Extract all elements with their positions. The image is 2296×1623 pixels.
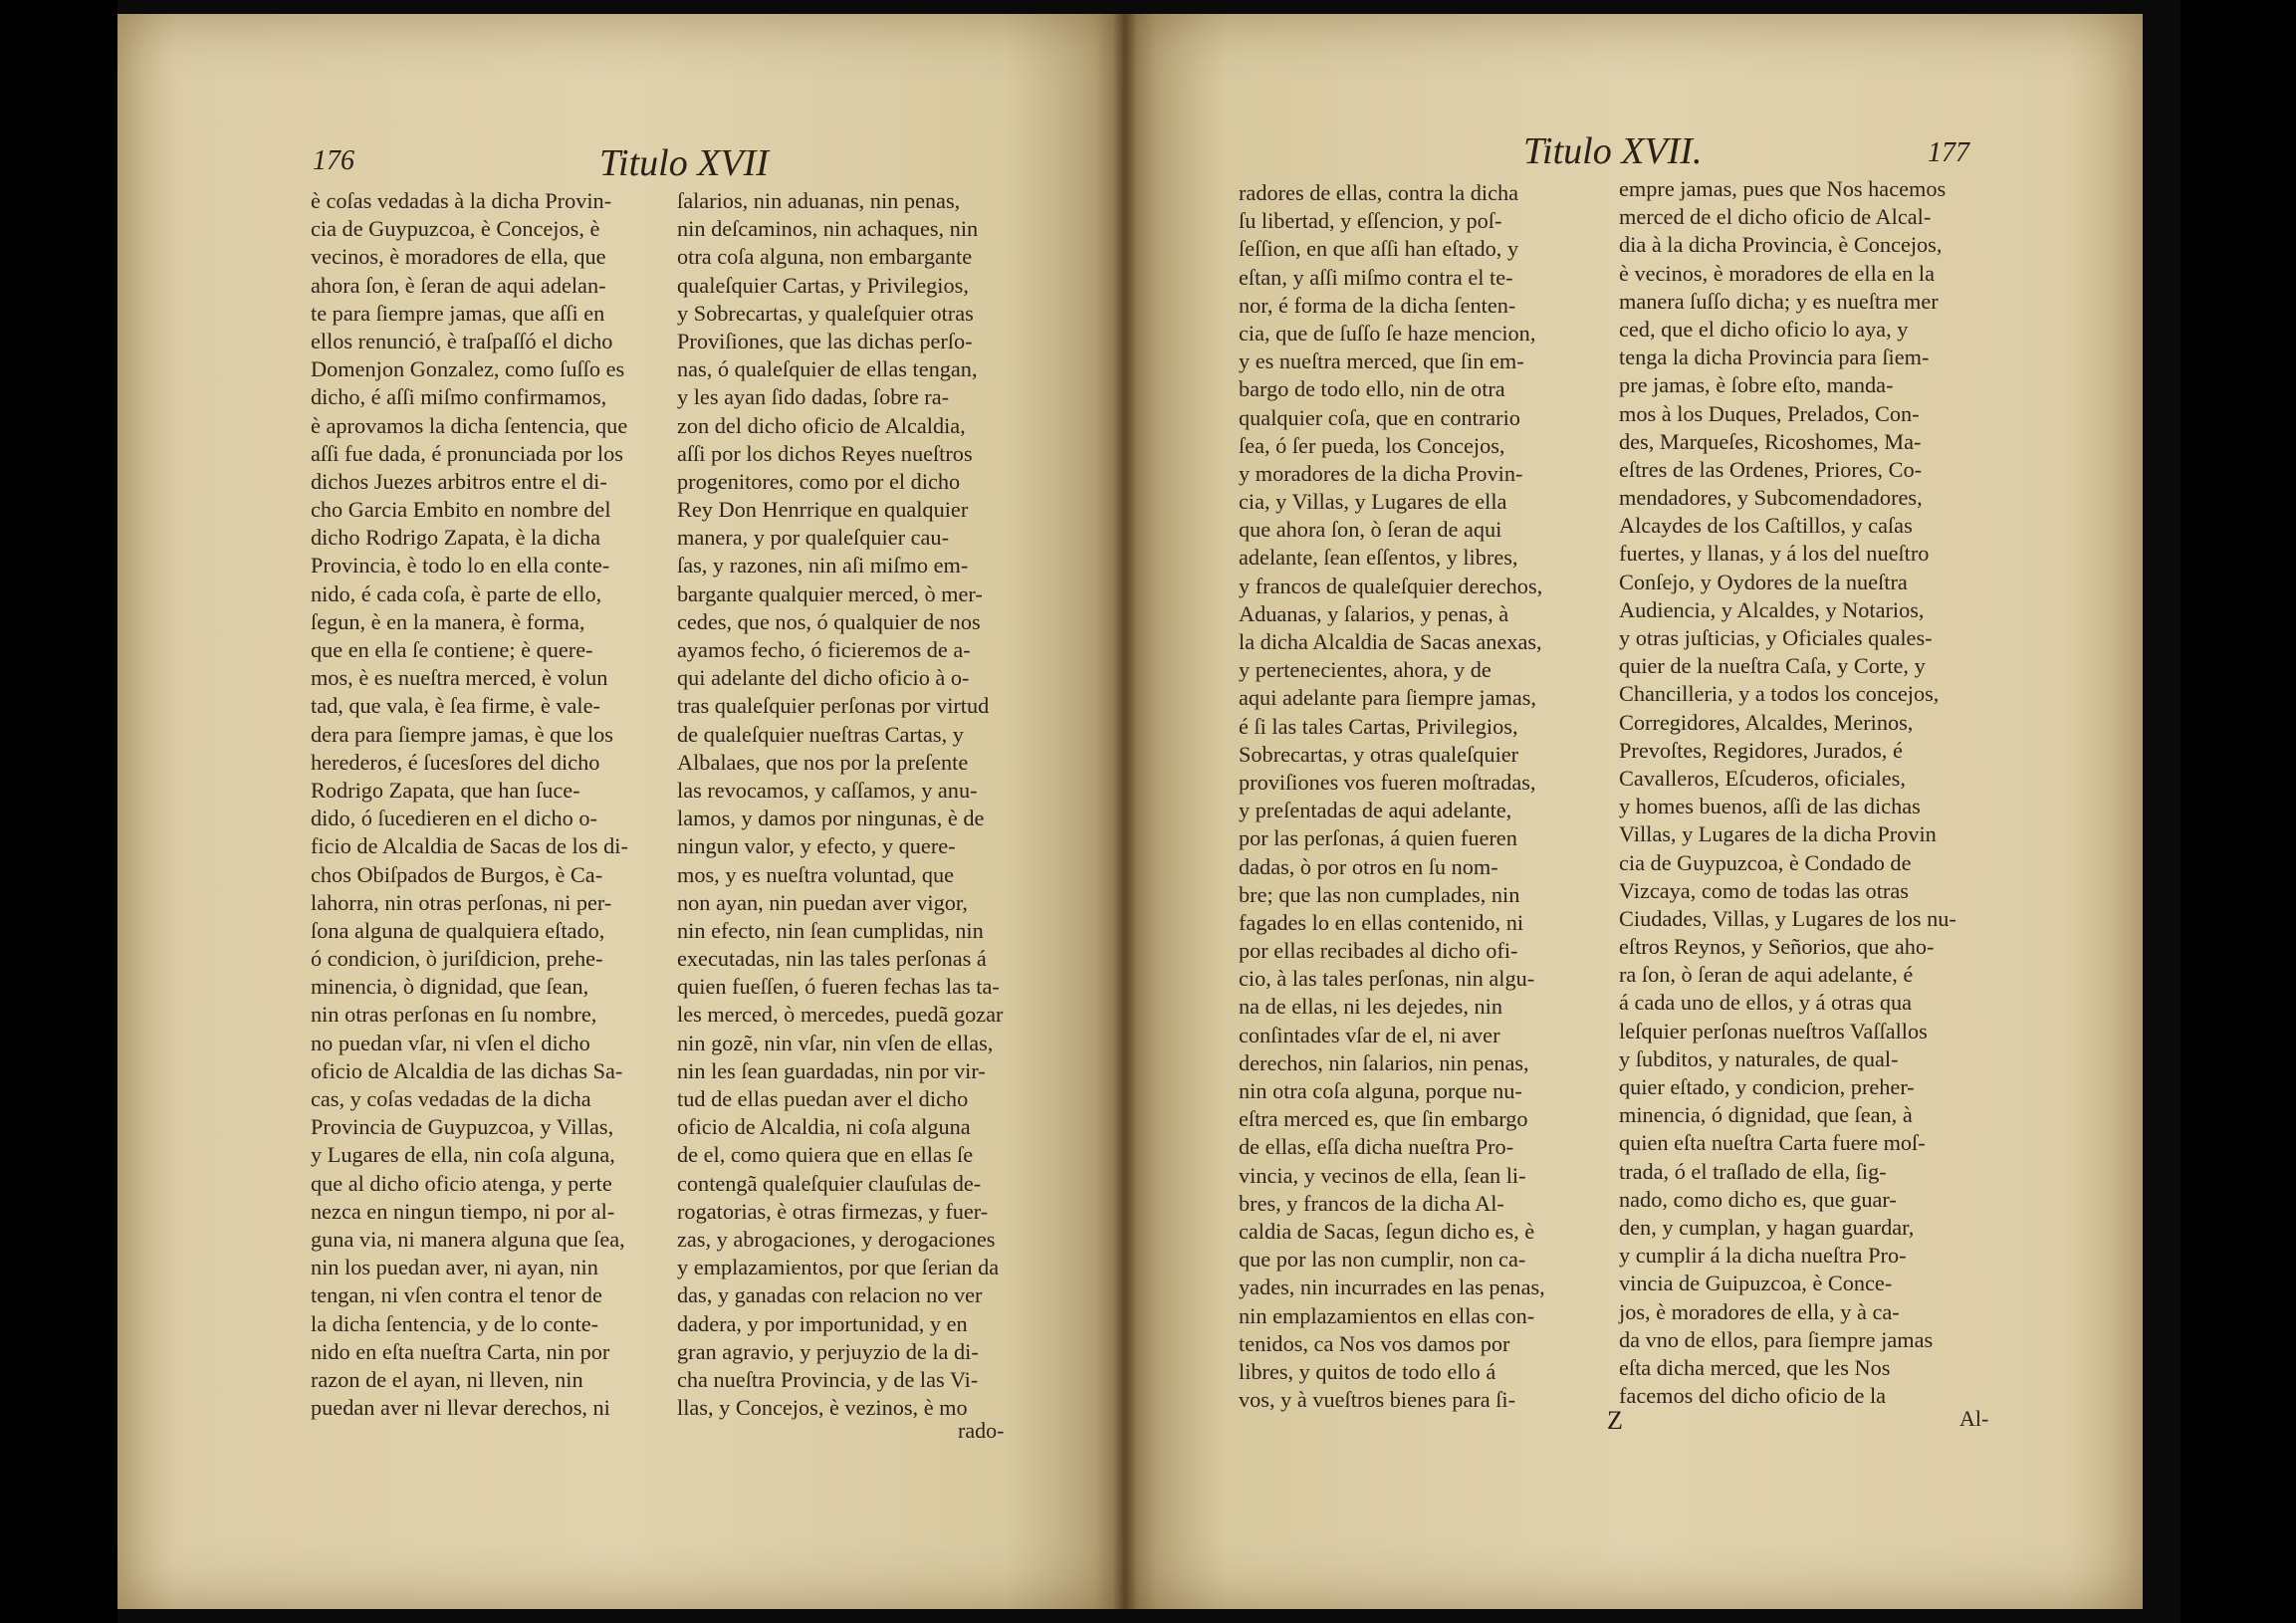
left-page — [117, 14, 1125, 1609]
text-line: dadera, y por importunidad, y en — [677, 1310, 968, 1336]
text-line: nin deſcaminos, nin achaques, nin — [677, 216, 979, 242]
text-line: ficio de Alcaldia de Sacas de los di- — [311, 833, 628, 859]
text-line: Villas, y Lugares de la dicha Provin — [1619, 821, 1937, 847]
text-line: dia à la dicha Provincia, è Concejos, — [1619, 232, 1943, 258]
text-line: ſegun, è en la manera, è forma, — [311, 608, 585, 634]
text-line: dicho Rodrigo Zapata, è la dicha — [311, 525, 600, 551]
text-line: ſalarios, nin aduanas, nin penas, — [677, 188, 961, 213]
text-line: guna via, ni manera alguna que ſea, — [311, 1226, 625, 1252]
text-line: yades, nin incurrades en las penas, — [1239, 1275, 1545, 1300]
text-line: Chancilleria, y a todos los concejos, — [1619, 681, 1940, 707]
text-line: oficio de Alcaldia, ni coſa alguna — [677, 1114, 971, 1140]
text-line: cha nueſtra Provincia, y de las Vi- — [677, 1366, 979, 1392]
text-line: por las perſonas, á quien fueren — [1239, 825, 1517, 851]
text-line: vincia de Guipuzcoa, è Conce- — [1619, 1271, 1893, 1296]
text-line: des, Marqueſes, Ricoshomes, Ma- — [1619, 428, 1922, 454]
text-line: nezca en ningun tiempo, ni por al- — [311, 1198, 615, 1224]
text-line: vincia, y vecinos de ella, ſean li- — [1239, 1162, 1526, 1188]
text-line: que en ella ſe contiene; è quere- — [311, 637, 593, 662]
left-column-2 — [677, 187, 1003, 1422]
text-line: Domenjon Gonzalez, como ſuſſo es — [311, 356, 625, 382]
text-line: cia de Guypuzcoa, è Condado de — [1619, 849, 1912, 875]
text-line: pre jamas, è ſobre eſto, manda- — [1619, 372, 1894, 398]
text-line: mos, y es nueſtra voluntad, que — [677, 861, 955, 887]
text-line: dadas, ò por otros en ſu nom- — [1239, 853, 1498, 879]
book-gutter — [1113, 14, 1137, 1609]
text-line: zon del dicho oficio de Alcaldia, — [677, 412, 966, 438]
text-line: eſta dicha merced, que les Nos — [1619, 1354, 1891, 1380]
text-line: y preſentadas de aqui adelante, — [1239, 798, 1512, 823]
text-line: nido, é cada coſa, è parte de ello, — [311, 580, 602, 606]
text-line: y moradores de la dicha Provin- — [1239, 460, 1523, 486]
text-line: zas, y abrogaciones, y derogaciones — [677, 1226, 996, 1252]
text-line: quien fueſſen, ó fueren fechas las ta- — [677, 974, 1000, 1000]
right-running-head: Titulo XVII. — [1523, 130, 1703, 172]
text-line: manera ſuſſo dicha; y es nueſtra mer — [1619, 288, 1939, 314]
text-line: jos, è moradores de ella, y à ca- — [1619, 1298, 1900, 1324]
text-line: y ſubditos, y naturales, de qual- — [1619, 1045, 1899, 1071]
text-line: Alcaydes de los Caſtillos, y caſas — [1619, 513, 1913, 539]
text-line: ſeſſion, en que aſſi han eſtado, y — [1239, 236, 1519, 262]
text-line: que por las non cumplir, non ca- — [1239, 1247, 1526, 1273]
text-line: Proviſiones, que las dichas perſo- — [677, 328, 973, 353]
text-line: nin otras perſonas en ſu nombre, — [311, 1002, 597, 1028]
text-line: cio, à las tales perſonas, nin algu- — [1239, 966, 1535, 992]
text-line: cia, que de ſuſſo ſe haze mencion, — [1239, 320, 1536, 346]
text-line: Provincia, è todo lo en ella conte- — [311, 553, 610, 579]
text-line: nin les ſean guardadas, nin por vir- — [677, 1057, 986, 1083]
text-line: bre; que las non cumplades, nin — [1239, 881, 1520, 907]
text-line: nado, como dicho es, que guar- — [1619, 1186, 1897, 1212]
text-line: á cada uno de ellos, y á otras qua — [1619, 990, 1913, 1016]
text-line: qualquier coſa, que en contrario — [1239, 404, 1520, 430]
text-line: proviſiones vos fueren moſtradas, — [1239, 769, 1536, 795]
text-line: bargante qualquier merced, ò mer- — [677, 580, 983, 606]
text-line: é ſi las tales Cartas, Privilegios, — [1239, 713, 1518, 739]
text-line: è coſas vedadas à la dicha Provin- — [311, 188, 612, 213]
left-running-head: Titulo XVII — [599, 142, 769, 184]
text-line: que al dicho oficio atenga, y perte — [311, 1170, 612, 1196]
text-line: minencia, ò dignidad, que ſean, — [311, 974, 589, 1000]
text-line: herederos, é ſucesſores del dicho — [311, 749, 600, 775]
text-line: ra ſon, ò ſeran de aqui adelante, é — [1619, 962, 1914, 988]
text-line: da vno de ellos, para ſiempre jamas — [1619, 1326, 1934, 1352]
text-line: ſona alguna de qualquiera eſtado, — [311, 917, 605, 943]
text-line: qualeſquier Cartas, y Privilegios, — [677, 272, 969, 298]
text-line: de qualeſquier nueſtras Cartas, y — [677, 721, 964, 747]
text-line: chos Obiſpados de Burgos, è Ca- — [311, 861, 603, 887]
text-line: tengan, ni vſen contra el tenor de — [311, 1282, 602, 1308]
text-line: Sobrecartas, y otras qualeſquier — [1239, 741, 1519, 767]
text-line: nor, é forma de la dicha ſenten- — [1239, 292, 1516, 318]
signature-mark: Z — [1607, 1406, 1623, 1435]
text-line: las revocamos, y caſſamos, y anu- — [677, 777, 978, 803]
text-line: fuertes, y llanas, y á los del nueſtro — [1619, 541, 1930, 567]
text-line: Provincia de Guypuzcoa, y Villas, — [311, 1114, 614, 1140]
text-line: tad, que vala, è ſea firme, è vale- — [311, 693, 600, 719]
right-page — [1125, 14, 2143, 1609]
text-line: Aduanas, y ſalarios, y penas, à — [1239, 600, 1509, 626]
text-line: derechos, nin ſalarios, nin penas, — [1239, 1049, 1529, 1075]
text-line: tud de ellas puedan aver el dicho — [677, 1086, 969, 1111]
text-line: Conſejo, y Oydores de la nueſtra — [1619, 569, 1908, 594]
text-line: fagades lo en ellas contenido, ni — [1239, 909, 1524, 935]
text-line: no puedan vſar, ni vſen el dicho — [311, 1030, 590, 1055]
text-line: ayamos fecho, ó ficieremos de a- — [677, 637, 971, 662]
text-line: Ciudades, Villas, y Lugares de los nu- — [1619, 905, 1956, 931]
text-line: ſea, ó ſer pueda, los Concejos, — [1239, 432, 1505, 458]
text-line: cia de Guypuzcoa, è Concejos, è — [311, 216, 600, 242]
text-line: tras qualeſquier perſonas por virtud — [677, 693, 990, 719]
text-line: y Sobrecartas, y qualeſquier otras — [677, 300, 974, 326]
text-line: nido en eſta nueſtra Carta, nin por — [311, 1338, 610, 1364]
text-line: les merced, ò mercedes, puedã gozar — [677, 1002, 1004, 1028]
text-line: oficio de Alcaldia de las dichas Sa- — [311, 1057, 623, 1083]
text-line: non ayan, nin puedan aver vigor, — [677, 889, 968, 915]
text-line: nin los puedan aver, ni ayan, nin — [311, 1255, 598, 1280]
text-line: Prevoſtes, Regidores, Jurados, é — [1619, 737, 1903, 763]
text-line: llas, y Concejos, è vezinos, è mo — [677, 1395, 968, 1421]
right-catchword: Al- — [1959, 1406, 1989, 1431]
text-line: das, y ganadas con relacion no ver — [677, 1282, 983, 1308]
text-line: bargo de todo ello, nin de otra — [1239, 376, 1505, 402]
text-line: dicho, é aſſi miſmo confirmamos, — [311, 384, 607, 410]
text-line: y les ayan ſido dadas, ſobre ra- — [677, 384, 950, 410]
text-line: è aprovamos la dicha ſentencia, que — [311, 412, 628, 438]
text-line: ahora ſon, è ſeran de aqui adelan- — [311, 272, 606, 298]
text-line: cia, y Villas, y Lugares de ella — [1239, 489, 1507, 515]
text-line: executadas, nin las tales perſonas á — [677, 946, 987, 972]
text-line: y otras juſticias, y Oficiales quales- — [1619, 625, 1933, 650]
text-line: dichos Juezes arbitros entre el di- — [311, 468, 607, 494]
text-line: bres, y francos de la dicha Al- — [1239, 1190, 1504, 1216]
text-line: eſtres de las Ordenes, Priores, Co- — [1619, 456, 1923, 482]
text-line: eſtan, y aſſi miſmo contra el te- — [1239, 264, 1513, 290]
text-line: quien eſta nueſtra Carta fuere moſ- — [1619, 1130, 1926, 1156]
right-folio: 177 — [1928, 137, 1969, 168]
text-line: y cumplir á la dicha nueſtra Pro- — [1619, 1243, 1907, 1269]
text-line: de ellas, eſſa dicha nueſtra Pro- — [1239, 1134, 1514, 1160]
text-line: contengã qualeſquier clauſulas de- — [677, 1170, 982, 1196]
text-line: aqui adelante para ſiempre jamas, — [1239, 685, 1537, 711]
text-line: de el, como quiera que en ellas ſe — [677, 1142, 974, 1168]
text-line: nin efecto, nin ſean cumplidas, nin — [677, 917, 984, 943]
text-line: cedes, que nos, ó qualquier de nos — [677, 608, 981, 634]
text-line: quier eſtado, y condicion, preher- — [1619, 1074, 1915, 1099]
text-line: razon de el ayan, ni lleven, nin — [311, 1366, 583, 1392]
text-line: lamos, y damos por ningunas, è de — [677, 806, 985, 831]
text-line: gran agravio, y perjuyzio de la di- — [677, 1338, 979, 1364]
text-line: libres, y quitos de todo ello á — [1239, 1358, 1496, 1384]
text-line: y es nueſtra merced, que ſin em- — [1239, 348, 1524, 374]
text-line: manera, y por qualeſquier cau- — [677, 525, 950, 551]
text-line: eſtra merced es, que ſin embargo — [1239, 1106, 1528, 1132]
text-line: y pertenecientes, ahora, y de — [1239, 657, 1492, 683]
text-line: la dicha Alcaldia de Sacas anexas, — [1239, 629, 1542, 654]
text-line: rogatorias, è otras firmezas, y fuer- — [677, 1198, 989, 1224]
text-line: vecinos, è moradores de ella, que — [311, 244, 606, 270]
text-line: conſintades vſar de el, ni aver — [1239, 1022, 1500, 1047]
text-line: ó condicion, ò juriſdicion, prehe- — [311, 946, 603, 972]
text-line: mendadores, y Subcomendadores, — [1619, 485, 1923, 511]
text-line: aſſi por los dichos Reyes nueſtros — [677, 440, 973, 466]
text-line: mos, è es nueſtra merced, è volun — [311, 665, 608, 691]
text-line: facemos del dicho oficio de la — [1619, 1383, 1887, 1409]
text-line: eſtros Reynos, y Señorios, que aho- — [1619, 934, 1935, 960]
text-line: caldia de Sacas, ſegun dicho es, è — [1239, 1218, 1535, 1244]
text-line: ced, que el dicho oficio lo aya, y — [1619, 316, 1909, 342]
text-line: progenitores, como por el dicho — [677, 468, 961, 494]
text-line: ſas, y razones, nin aſi miſmo em- — [677, 553, 969, 579]
text-line: dido, ó ſucedieren en el dicho o- — [311, 806, 597, 831]
text-line: Corregidores, Alcaldes, Merinos, — [1619, 709, 1914, 735]
text-line: minencia, ó dignidad, que ſean, à — [1619, 1102, 1913, 1128]
text-line: nin otra coſa alguna, porque nu- — [1239, 1078, 1522, 1103]
text-line: na de ellas, ni les dejedes, nin — [1239, 994, 1503, 1020]
text-line: Audiencia, y Alcaldes, y Notarios, — [1619, 596, 1925, 622]
text-line: tenidos, ca Nos vos damos por — [1239, 1330, 1510, 1356]
text-line: adelante, ſean eſſentos, y libres, — [1239, 545, 1518, 571]
text-line: la dicha ſentencia, y de lo conte- — [311, 1310, 599, 1336]
text-line: trada, ó el traſlado de ella, ſig- — [1619, 1158, 1887, 1184]
text-line: leſquier perſonas nueſtros Vaſſallos — [1619, 1018, 1928, 1043]
text-line: por ellas recibades al dicho ofi- — [1239, 938, 1518, 964]
text-line: nas, ó qualeſquier de ellas tengan, — [677, 356, 978, 382]
text-line: cho Garcia Embito en nombre del — [311, 497, 611, 523]
text-line: den, y cumplan, y hagan guardar, — [1619, 1214, 1915, 1240]
text-line: è vecinos, è moradores de ella en la — [1619, 260, 1935, 286]
text-line: nin gozẽ, nin vſar, nin vſen de ellas, — [677, 1030, 994, 1055]
text-line: vos, y à vueſtros bienes para ſi- — [1239, 1387, 1516, 1413]
text-line: Albalaes, que nos por la preſente — [677, 749, 969, 775]
text-line: empre jamas, pues que Nos hacemos — [1619, 176, 1947, 201]
text-line: aſſi fue dada, é pronunciada por los — [311, 440, 623, 466]
left-column-1 — [311, 187, 628, 1422]
text-line: lahorra, nin otras perſonas, ni per- — [311, 889, 612, 915]
text-line: cas, y coſas vedadas de la dicha — [311, 1086, 591, 1111]
text-line: y homes buenos, aſſi de las dichas — [1619, 794, 1921, 819]
text-line: otra coſa alguna, non embargante — [677, 244, 973, 270]
text-line: y emplazamientos, por que ſerian da — [677, 1255, 1000, 1280]
right-column-1 — [1239, 179, 1545, 1414]
text-line: y Lugares de ella, nin coſa alguna, — [311, 1142, 615, 1168]
text-line: quier de la nueſtra Caſa, y Corte, y — [1619, 653, 1926, 679]
text-line: Rey Don Henrrique en qualquier — [677, 497, 969, 523]
right-column-2 — [1619, 175, 1956, 1410]
text-line: y francos de qualeſquier derechos, — [1239, 573, 1543, 598]
text-line: tenga la dicha Provincia para ſiem- — [1619, 345, 1930, 370]
text-line: Rodrigo Zapata, que han ſuce- — [311, 777, 580, 803]
text-line: te para ſiempre jamas, que aſſi en — [311, 300, 605, 326]
text-line: merced de el dicho oficio de Alcal- — [1619, 204, 1932, 230]
text-line: radores de ellas, contra la dicha — [1239, 180, 1519, 205]
text-line: ſu libertad, y eſſencion, y poſ- — [1239, 208, 1502, 234]
text-line: puedan aver ni llevar derechos, ni — [311, 1395, 610, 1421]
text-line: Vizcaya, como de todas las otras — [1619, 877, 1909, 903]
text-line: dera para ſiempre jamas, è que los — [311, 721, 613, 747]
left-catchword: rado- — [958, 1418, 1005, 1443]
text-line: ningun valor, y efecto, y quere- — [677, 833, 956, 859]
text-line: nin emplazamientos en ellas con- — [1239, 1302, 1535, 1328]
text-line: mos à los Duques, Prelados, Con- — [1619, 400, 1920, 426]
left-folio: 176 — [313, 145, 354, 176]
text-line: ellos renunció, è traſpaſſó el dicho — [311, 328, 613, 353]
text-line: que ahora ſon, ò ſeran de aqui — [1239, 517, 1502, 543]
text-line: Cavalleros, Eſcuderos, oficiales, — [1619, 765, 1906, 791]
text-line: qui adelante del dicho oficio à o- — [677, 665, 970, 691]
